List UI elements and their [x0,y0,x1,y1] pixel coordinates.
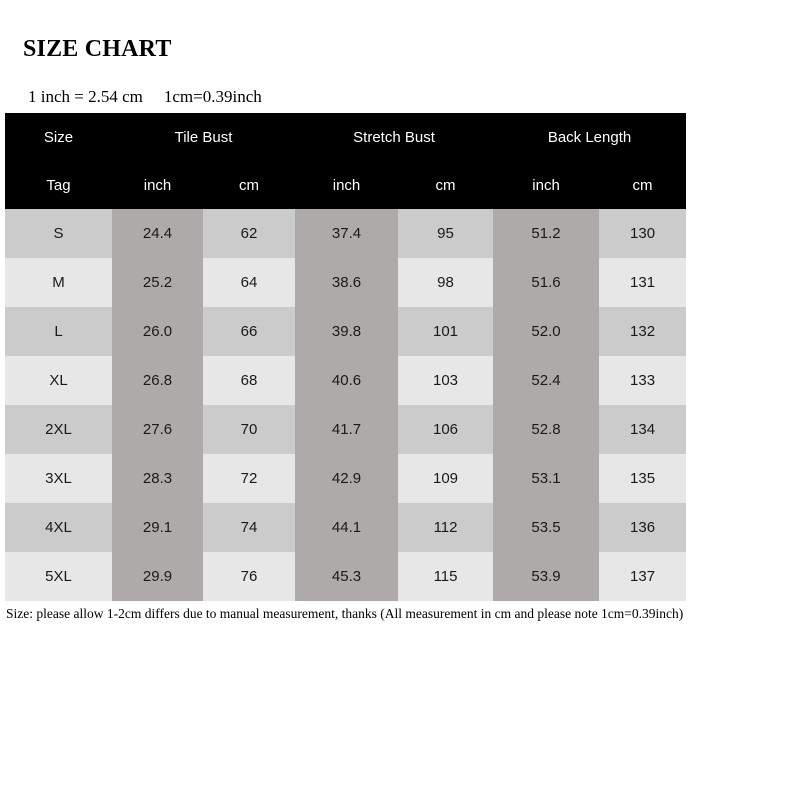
stretch-bust-cm-cell: 98 [398,258,493,307]
tile-bust-cm-cell: 64 [203,258,295,307]
table-row [5,454,686,503]
tile-bust-cm-cell: 68 [203,356,295,405]
tile-bust-inch-header: inch [112,161,203,209]
table-row [5,258,686,307]
tag-header: Tag [5,161,112,209]
tile-bust-cm-cell: 76 [203,552,295,601]
group-header-row [5,113,686,161]
stretch-bust-header: Stretch Bust [295,113,493,161]
stretch-bust-cm-cell: 106 [398,405,493,454]
back-length-inch-cell: 52.0 [493,307,599,356]
stretch-bust-inch-cell: 42.9 [295,454,398,503]
tile-bust-inch-cell: 25.2 [112,258,203,307]
tile-bust-inch-cell: 26.0 [112,307,203,356]
tile-bust-inch-cell: 28.3 [112,454,203,503]
size-header: Size [5,113,112,161]
back-length-cm-cell: 137 [599,552,686,601]
stretch-bust-cm-cell: 109 [398,454,493,503]
table-row [5,552,686,601]
tile-bust-cm-header: cm [203,161,295,209]
stretch-bust-cm-cell: 101 [398,307,493,356]
cm-to-inch-text: 1cm=0.39inch [163,87,262,106]
table-row [5,209,686,258]
size-cell: 4XL [5,503,112,552]
size-cell: L [5,307,112,356]
stretch-bust-inch-cell: 40.6 [295,356,398,405]
back-length-cm-cell: 132 [599,307,686,356]
back-length-cm-cell: 131 [599,258,686,307]
back-length-cm-cell: 133 [599,356,686,405]
back-length-inch-cell: 53.5 [493,503,599,552]
unit-header-row [5,161,686,209]
stretch-bust-inch-cell: 44.1 [295,503,398,552]
tile-bust-cm-cell: 70 [203,405,295,454]
stretch-bust-inch-cell: 38.6 [295,258,398,307]
tile-bust-header: Tile Bust [112,113,295,161]
stretch-bust-cm-cell: 95 [398,209,493,258]
stretch-bust-inch-cell: 39.8 [295,307,398,356]
page-title: SIZE CHART [23,36,172,62]
size-chart-table [5,113,686,601]
size-cell: 2XL [5,405,112,454]
tile-bust-inch-cell: 26.8 [112,356,203,405]
back-length-inch-header: inch [493,161,599,209]
back-length-cm-header: cm [599,161,686,209]
tile-bust-inch-cell: 24.4 [112,209,203,258]
measurement-note: Size: please allow 1-2cm differs due to manual measurement, thanks (All measurement in cm and please note 1cm=0.39inch) [6,606,684,621]
back-length-header: Back Length [493,113,686,161]
back-length-cm-cell: 136 [599,503,686,552]
inch-to-cm-text: 1 inch = 2.54 cm [28,87,143,106]
stretch-bust-cm-cell: 112 [398,503,493,552]
size-cell: M [5,258,112,307]
size-cell: S [5,209,112,258]
size-table-body [5,209,686,601]
back-length-inch-cell: 51.6 [493,258,599,307]
back-length-inch-cell: 52.8 [493,405,599,454]
size-cell: XL [5,356,112,405]
tile-bust-cm-cell: 72 [203,454,295,503]
stretch-bust-inch-header: inch [295,161,398,209]
table-row [5,503,686,552]
back-length-inch-cell: 53.1 [493,454,599,503]
back-length-cm-cell: 130 [599,209,686,258]
table-row [5,356,686,405]
stretch-bust-cm-header: cm [398,161,493,209]
back-length-inch-cell: 52.4 [493,356,599,405]
stretch-bust-inch-cell: 45.3 [295,552,398,601]
stretch-bust-cm-cell: 115 [398,552,493,601]
tile-bust-inch-cell: 29.1 [112,503,203,552]
stretch-bust-inch-cell: 41.7 [295,405,398,454]
stretch-bust-cm-cell: 103 [398,356,493,405]
back-length-cm-cell: 134 [599,405,686,454]
unit-conversion [28,87,262,107]
back-length-inch-cell: 53.9 [493,552,599,601]
tile-bust-cm-cell: 74 [203,503,295,552]
tile-bust-inch-cell: 27.6 [112,405,203,454]
stretch-bust-inch-cell: 37.4 [295,209,398,258]
tile-bust-inch-cell: 29.9 [112,552,203,601]
table-row [5,405,686,454]
size-cell: 3XL [5,454,112,503]
table-row [5,307,686,356]
size-cell: 5XL [5,552,112,601]
tile-bust-cm-cell: 66 [203,307,295,356]
tile-bust-cm-cell: 62 [203,209,295,258]
back-length-inch-cell: 51.2 [493,209,599,258]
back-length-cm-cell: 135 [599,454,686,503]
